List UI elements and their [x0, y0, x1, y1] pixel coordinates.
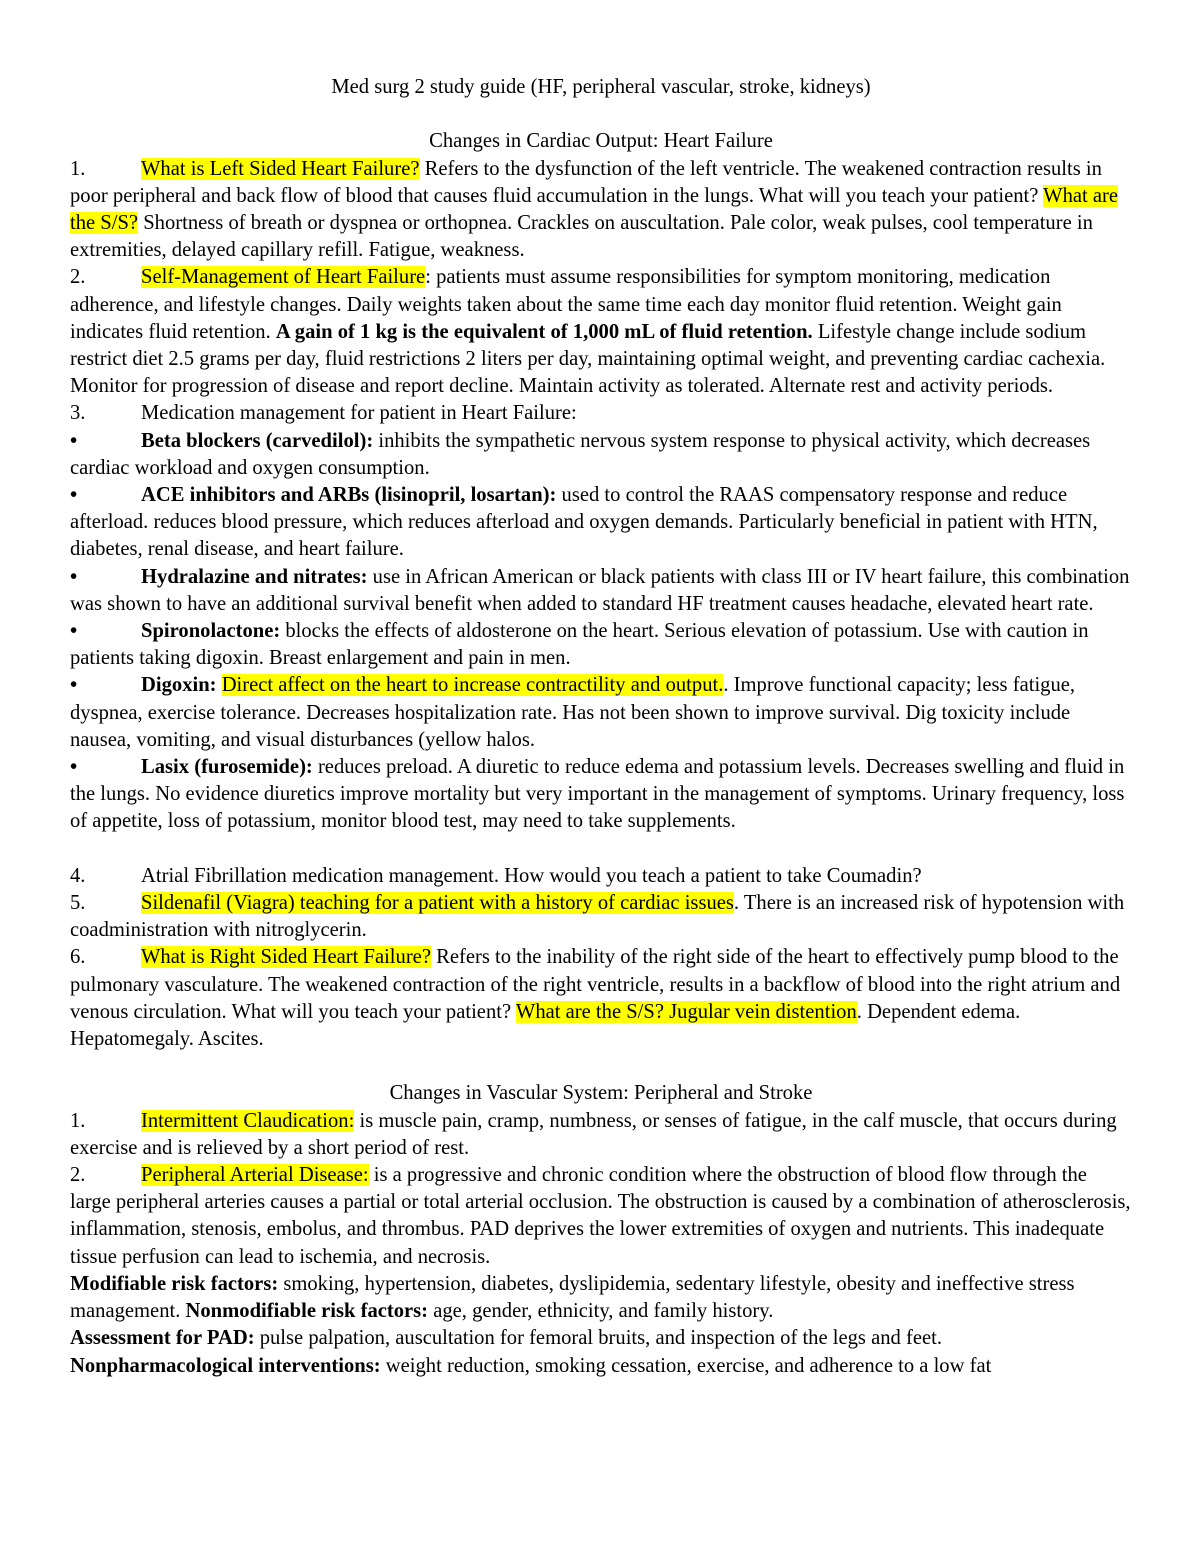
bold-text: Nonmodifiable risk factors:	[185, 1300, 429, 1323]
bold-text: ACE inhibitors and ARBs (lisinopril, losartan):	[141, 484, 557, 507]
highlighted-text: Self-Management of Heart Failure	[141, 266, 426, 289]
bold-text: Lasix (furosemide):	[141, 756, 313, 779]
item-text: is muscle pain, cramp, numbness, or senses of fatigue, in the calf muscle, that occurs during exercise and is relieved by a short period of rest.	[70, 1109, 1117, 1159]
bullet-icon: •	[70, 620, 78, 643]
item-text: weight reduction, smoking cessation, exercise, and adherence to a low fat	[380, 1354, 992, 1377]
document-title: Med surg 2 study guide (HF, peripheral vascular, stroke, kidneys)	[331, 76, 871, 98]
section-heading-cardiac: Changes in Cardiac Output: Heart Failure	[429, 130, 773, 153]
item-number: 1.	[70, 1109, 86, 1132]
bullet-item	[70, 564, 1132, 618]
bold-text: Beta blockers (carvedilol):	[141, 429, 374, 452]
bold-text: Digoxin:	[141, 674, 217, 697]
item-text: inhibits the sympathetic nervous system response to physical activity, which decreases cardiac workload and oxygen consumption.	[70, 429, 1091, 479]
item-text: reduces preload. A diuretic to reduce edema and potassium levels. Decreases swelling and fluid in the lungs. No evidence diuretics improve mortality but very important in the management of symptoms. Urinary frequency, loss of appetite, loss of potassium, monitor blood test, may need to take supplements.	[70, 756, 1125, 833]
item-text: Medication management for patient in Heart Failure:	[141, 402, 577, 425]
highlighted-text: Direct affect on the heart to increase contractility and output.	[221, 674, 724, 697]
bullet-item	[70, 754, 1132, 836]
bold-text: Nonpharmacological interventions:	[70, 1354, 381, 1377]
bold-text: Spironolactone:	[141, 620, 281, 643]
item-text: Shortness of breath or dyspnea or orthopnea. Crackles on auscultation. Pale color, weak pulses, cool temperature in extremities, delayed capillary refill. Fatigue, weakness.	[70, 212, 1093, 262]
bold-text: Modifiable risk factors:	[70, 1272, 279, 1295]
item-text: . There is an increased risk of hypotension with coadministration with nitroglycerin.	[70, 892, 1125, 942]
bullet-icon: •	[70, 484, 78, 507]
item-text: . Dependent edema. Hepatomegaly. Ascites.	[70, 1000, 1021, 1051]
bullet-icon: •	[70, 429, 78, 452]
highlighted-text: What are the S/S? Jugular vein distention	[515, 1000, 857, 1023]
bold-text: Hydralazine and nitrates:	[141, 565, 368, 588]
item-number: 5.	[70, 892, 86, 915]
item-number: 2.	[70, 266, 86, 289]
list-item	[70, 1108, 1132, 1162]
bold-text: A gain of 1 kg is the equivalent of 1,000 mL of fluid retention.	[275, 320, 813, 343]
item-number: 1.	[70, 157, 86, 180]
blank-line	[70, 836, 1132, 863]
item-text: pulse palpation, auscultation for femoral bruits, and inspection of the legs and feet.	[254, 1327, 942, 1350]
risk-factors-paragraph	[70, 1271, 1132, 1325]
bullet-icon: •	[70, 565, 78, 588]
item-number: 4.	[70, 864, 86, 887]
bullet-item	[70, 482, 1132, 564]
highlighted-text: What are the S/S?	[70, 184, 1119, 234]
list-item	[70, 400, 1132, 427]
assessment-paragraph	[70, 1325, 1132, 1352]
item-text: is a progressive and chronic condition where the obstruction of blood flow through the large peripheral arteries causes a partial or total arterial occlusion. The obstruction is caused by a combination of atherosclerosis, inflammation, stenosis, embolus, and thrombus. PAD deprives the lower extremities of oxygen and nutrients. This inadequate tissue perfusion can lead to ischemia, and necrosis.	[70, 1164, 1131, 1268]
item-number: 2.	[70, 1164, 86, 1187]
interventions-paragraph	[70, 1353, 1132, 1380]
item-text: Refers to the dysfunction of the left ventricle. The weakened contraction results in poor peripheral and back flow of blood that causes fluid accumulation in the lungs. What will you teach your patient?	[70, 157, 1102, 207]
list-item	[70, 944, 1132, 1053]
bullet-item	[70, 672, 1132, 754]
item-text: smoking, hypertension, diabetes, dyslipidemia, sedentary lifestyle, obesity and ineffective stress management.	[70, 1272, 1075, 1323]
blank-line	[70, 1053, 1132, 1080]
bullet-item	[70, 618, 1132, 672]
bold-text: Assessment for PAD:	[70, 1327, 255, 1350]
section-heading-vascular: Changes in Vascular System: Peripheral and Stroke	[389, 1082, 813, 1105]
bullet-icon: •	[70, 674, 78, 697]
item-text: Atrial Fibrillation medication management. How would you teach a patient to take Coumadin?	[141, 864, 922, 887]
list-item	[70, 890, 1132, 944]
item-text	[217, 674, 222, 696]
highlighted-text: What is Right Sided Heart Failure?	[141, 946, 431, 969]
highlighted-text: Intermittent Claudication:	[141, 1109, 355, 1132]
item-text: Lifestyle change include sodium restrict diet 2.5 grams per day, fluid restrictions 2 liters per day, maintaining optimal weight, and preventing cardiac cachexia. Monitor for progression of disease and report decline. Maintain activity as tolerated. Alternate rest and activity periods.	[70, 320, 1106, 398]
bullet-item	[70, 428, 1132, 482]
highlighted-text: Sildenafil (Viagra) teaching for a patient with a history of cardiac issues	[141, 892, 734, 915]
item-number: 3.	[70, 402, 86, 425]
blank-line	[70, 101, 1132, 128]
item-text: blocks the effects of aldosterone on the heart. Serious elevation of potassium. Use with caution in patients taking digoxin. Breast enlargement and pain in men.	[70, 620, 1089, 670]
item-text: Refers to the inability of the right side of the heart to effectively pump blood to the pulmonary vasculature. The weakened contraction of the right ventricle, results in a backflow of blood into the right atrium and venous circulation. What will you teach your patient?	[70, 946, 1121, 1023]
bullet-icon: •	[70, 756, 78, 779]
item-text: : patients must assume responsibilities for symptom monitoring, medication adherence, and lifestyle changes. Daily weights taken about the same time each day monitor fluid retention. Weight gain indicates fluid retention.	[70, 266, 1062, 343]
list-item	[70, 156, 1132, 265]
list-item	[70, 264, 1132, 400]
list-item	[70, 863, 1132, 890]
highlighted-text: What is Left Sided Heart Failure?	[141, 157, 420, 180]
item-text: use in African American or black patients with class III or IV heart failure, this combination was shown to have an additional survival benefit when added to standard HF treatment causes headache, elevated heart rate.	[70, 565, 1130, 615]
item-text: age, gender, ethnicity, and family history.	[428, 1300, 774, 1323]
item-number: 6.	[70, 946, 86, 969]
list-item	[70, 1162, 1132, 1271]
item-text: used to control the RAAS compensatory response and reduce afterload. reduces blood pressure, which reduces afterload and oxygen demands. Particularly beneficial in patient with HTN, diabetes, renal disease, and heart failure.	[70, 484, 1098, 561]
item-text: . Improve functional capacity; less fatigue, dyspnea, exercise tolerance. Decreases hospitalization rate. Has not been shown to improve survival. Dig toxicity include nausea, vomiting, and visual disturbances (yellow halos.	[70, 674, 1076, 751]
highlighted-text: Peripheral Arterial Disease:	[141, 1164, 369, 1187]
